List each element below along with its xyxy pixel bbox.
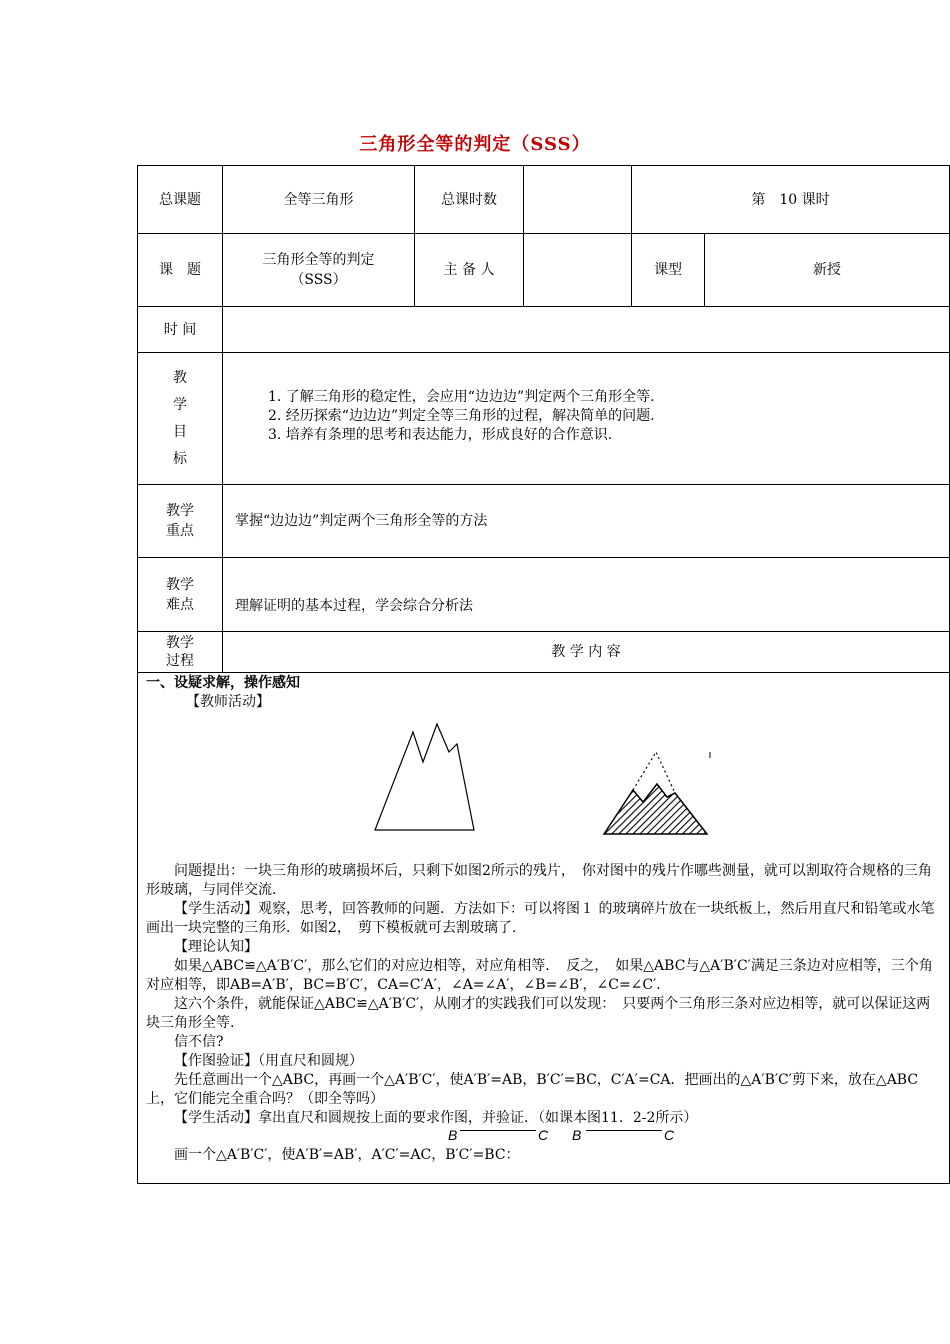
broken-glass-figure	[146, 712, 942, 862]
hatched-fragment-shape	[604, 784, 707, 834]
believe-text: 信不信?	[174, 1034, 224, 1050]
problem-text: 问题提出：一块三角形的玻璃损坏后，只剩下如图2所示的残片， 你对图中的残片作哪些测量，就可以割取符合规格的三角形玻璃，与同伴交流.	[146, 863, 932, 898]
label-lesson-topic: 课 题	[159, 262, 201, 278]
theory-label: 【理论认知】	[174, 939, 258, 955]
seg-label-b1: B	[448, 1127, 458, 1143]
glass-fragment-shape	[375, 724, 474, 830]
label-difficulty	[138, 558, 222, 631]
lesson-topic-line2: （SSS）	[290, 272, 347, 288]
figure-area	[146, 712, 942, 862]
objective-item: 2. 经历探索“边边边”判定全等三角形的过程，解决简单的问题.	[268, 408, 655, 424]
student-activity-1: 【学生活动】观察，思考，回答教师的问题．方法如下：可以将图１ 的玻璃碎片放在一块纸板上，然后用直尺和铅笔或水笔画出一块完整的三角形．如图2， 剪下模板就可去割玻璃了.	[146, 901, 935, 936]
table-border	[137, 1183, 950, 1184]
value-lesson-topic	[223, 234, 414, 306]
value-process: 教 学 内 容	[551, 644, 621, 660]
six-conditions-text: 这六个条件，就能保证△ABC≌△A′B′C′，从刚才的实践我们可以发现： 只要两个三角形三条对应边相等，就可以保证这两块三角形全等.	[146, 996, 931, 1031]
seg-label-b2: B	[572, 1127, 582, 1143]
section-heading: 一、设疑求解，操作感知	[146, 675, 300, 691]
value-total-hours	[524, 166, 631, 233]
table-border	[137, 672, 950, 673]
value-total-topic: 全等三角形	[283, 191, 354, 208]
drawing-check-label: 【作图验证】（用直尺和圆规）	[174, 1053, 363, 1069]
value-difficulty: 理解证明的基本过程，学会综合分析法	[235, 597, 473, 614]
objectives-char: 目	[173, 423, 187, 440]
segment-bc-1	[460, 1130, 536, 1131]
teacher-activity-label: 【教师活动】	[186, 694, 270, 710]
label-total-topic: 总课题	[159, 191, 201, 208]
value-preparer	[524, 234, 631, 306]
student-activity-2: 【学生活动】拿出直尺和圆规按上面的要求作图，并验证．（如课本图11．2-2所示）	[174, 1110, 698, 1126]
key-point-line2: 重点	[166, 523, 194, 539]
table-border	[137, 352, 950, 353]
label-preparer: 主 备 人	[443, 262, 495, 278]
label-time: 时 间	[163, 321, 197, 338]
process-line2: 过程	[166, 653, 194, 669]
lesson-topic-line1: 三角形全等的判定	[262, 252, 375, 268]
key-point-line1: 教学	[166, 503, 194, 519]
process-line1: 教学	[166, 635, 194, 651]
value-key-point: 掌握“边边边”判定两个三角形全等的方法	[235, 513, 488, 529]
segment-figure	[146, 1128, 942, 1144]
value-lesson-type: 新授	[813, 262, 841, 278]
seg-label-c2: C	[664, 1127, 675, 1143]
last-line: 画一个△A′B′C′，使A′B′=AB′，A′C′=AC，B′C′=BC：	[174, 1147, 520, 1163]
objectives-char: 教	[173, 369, 187, 386]
objective-item: 3. 培养有条理的思考和表达能力，形成良好的合作意识.	[268, 427, 613, 443]
drawing-check-text: 先任意画出一个△ABC，再画一个△A′B′C′，使A′B′=AB，B′C′=BC，C′A′=CA．把画出的△A′B′C′剪下来，放在△ABC上，它们能完全重合吗？（即全等吗）	[146, 1072, 919, 1107]
label-process	[138, 632, 222, 672]
objectives-char: 标	[173, 450, 187, 467]
label-total-hours: 总课时数	[441, 191, 497, 208]
difficulty-line1: 教学	[166, 576, 194, 593]
table-border	[137, 557, 950, 558]
label-lesson-type: 课型	[654, 262, 682, 278]
objective-item: 1. 了解三角形的稳定性，会应用“边边边”判定两个三角形全等.	[268, 389, 655, 405]
objectives-list	[268, 388, 655, 445]
objectives-char: 学	[173, 396, 187, 413]
lesson-number: 第 10 课时	[751, 191, 830, 208]
lesson-content	[146, 674, 942, 1165]
label-objectives	[138, 353, 222, 484]
page-title: 三角形全等的判定（SSS）	[359, 134, 591, 155]
segment-bc-2	[586, 1130, 662, 1131]
label-key-point	[138, 485, 222, 557]
seg-label-c1: C	[538, 1127, 549, 1143]
value-time	[223, 307, 949, 352]
difficulty-line2: 难点	[166, 596, 194, 613]
theory-text: 如果△ABC≌△A′B′C′，那么它们的对应边相等，对应角相等． 反之， 如果△ABC与△A′B′C′满足三条边对应相等，三个角对应相等，即AB=A′B′，BC=B′C′，CA=C′A′，∠A=∠A′，∠B=∠B′，∠C=∠C′．	[146, 958, 933, 993]
